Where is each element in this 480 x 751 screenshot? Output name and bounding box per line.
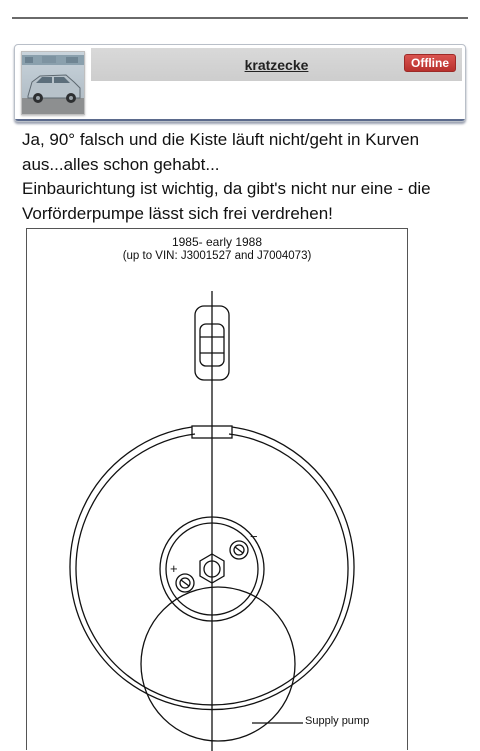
diagram-title: 1985- early 1988: [171, 235, 263, 249]
post-body: [22, 128, 472, 226]
top-divider: [12, 17, 468, 19]
status-badge: Offline: [404, 54, 456, 72]
supply-pump-label: Supply pump: [305, 715, 370, 727]
plus-label: +: [170, 561, 178, 576]
avatar[interactable]: [21, 51, 85, 115]
user-info-card: [14, 44, 466, 122]
username-link[interactable]: kratzecke: [244, 57, 309, 73]
user-card-header: [91, 48, 462, 81]
supply-pump-outline: [141, 587, 295, 741]
diagram-drawing: [27, 229, 409, 751]
terminal-minus: [230, 541, 248, 559]
fuel-pump-diagram: [26, 228, 408, 750]
post-text-line-1: Ja, 90° falsch und die Kiste läuft nicht/geht in Kurven aus...alles schon gehabt...: [22, 130, 420, 174]
post-text-line-2: Einbaurichtung ist wichtig, da gibt's nicht nur eine - die Vorförderpumpe lässt sich frei verdrehen!: [22, 179, 431, 223]
diagram-subtitle: (up to VIN: J3001527 and J7004073): [122, 250, 312, 262]
minus-label: −: [250, 529, 258, 544]
terminal-plus: [176, 574, 194, 592]
